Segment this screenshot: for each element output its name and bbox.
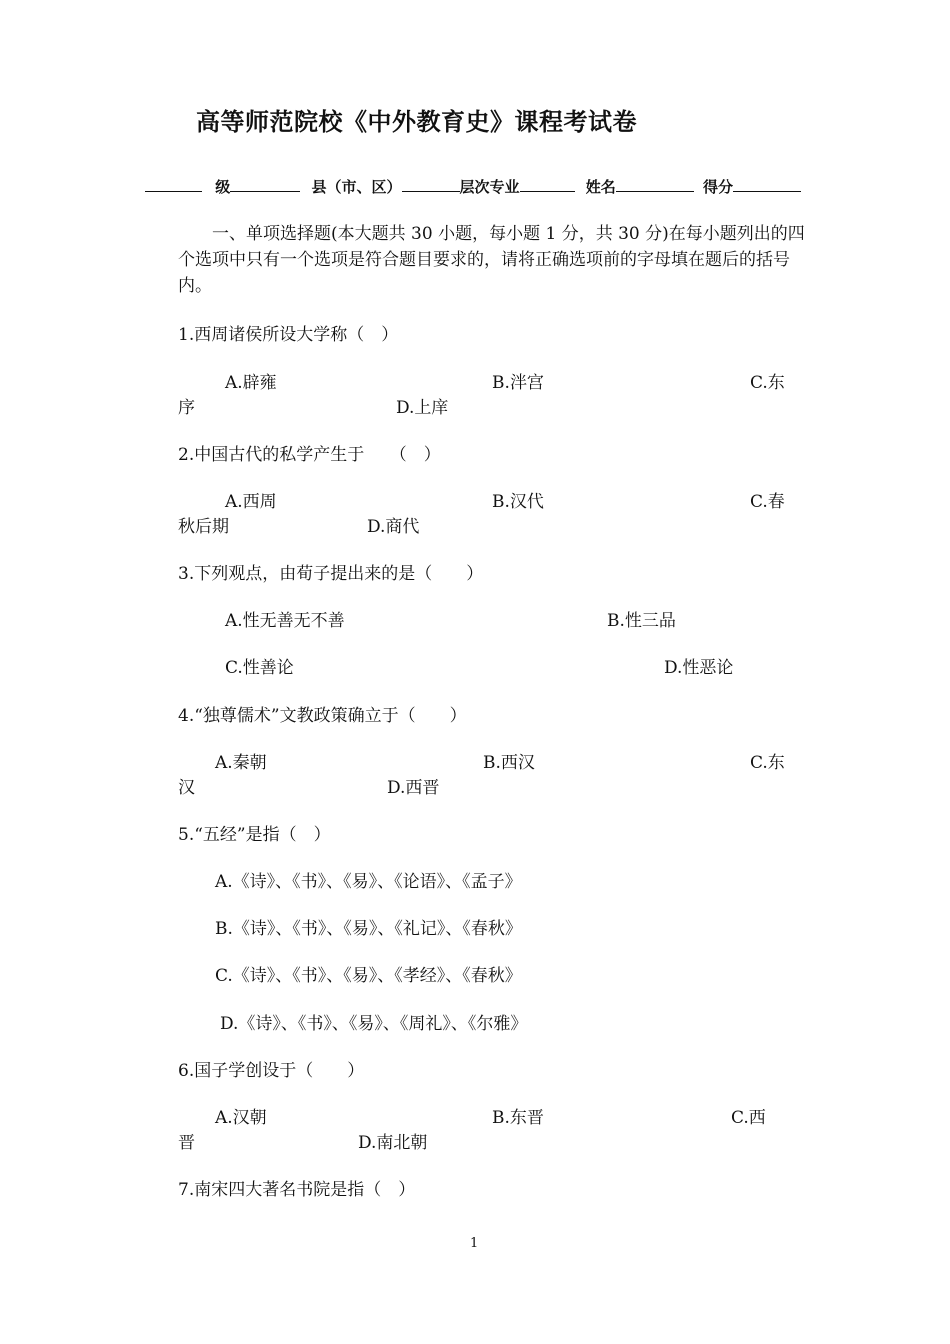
option-b: B.泮宫 [492, 373, 544, 393]
student-info-line [145, 176, 801, 197]
option-a: A.辟雍 [225, 373, 277, 393]
option-d: D.《诗》、《书》、《易》、《周礼》、《尔雅》 [220, 1014, 528, 1034]
option-c: C.东 [750, 373, 785, 393]
score-label: 得分 [703, 178, 734, 196]
option-c-wrap: 序 [178, 398, 195, 418]
option-c: C.性善论 [225, 658, 294, 678]
option-b: B.西汉 [483, 753, 535, 773]
option-a: A.秦朝 [215, 753, 267, 773]
level-major-label: 层次专业 [459, 178, 520, 196]
option-a: A.汉朝 [215, 1108, 267, 1128]
option-a: A.西周 [225, 492, 277, 512]
question-stem: 6.国子学创设于（ ） [178, 1061, 365, 1081]
question-stem: 4.“独尊儒术”文教政策确立于（ ） [178, 706, 467, 726]
county-blank[interactable] [230, 177, 300, 192]
score-blank[interactable] [733, 177, 801, 192]
page-number: 1 [470, 1236, 479, 1251]
option-c: C.东 [750, 753, 785, 773]
question-stem: 3.下列观点，由荀子提出来的是（ ） [178, 564, 484, 584]
option-b: B.汉代 [492, 492, 544, 512]
question-stem: 7.南宋四大著名书院是指（ ） [178, 1180, 416, 1200]
option-c: C.春 [750, 492, 785, 512]
exam-title: 高等师范院校《中外教育史》课程考试卷 [196, 108, 637, 136]
option-c-wrap: 晋 [178, 1133, 195, 1153]
option-a: A.《诗》、《书》、《易》、《论语》、《孟子》 [215, 872, 522, 892]
name-label: 姓名 [585, 178, 616, 196]
option-b: B.《诗》、《书》、《易》、《礼记》、《春秋》 [215, 919, 522, 939]
option-b: B.东晋 [492, 1108, 544, 1128]
option-b: B.性三品 [607, 611, 676, 631]
option-c-wrap: 汉 [178, 778, 195, 798]
section-intro-text: 一、单项选择题(本大题共 30 小题，每小题 1 分，共 30 分)在每小题列出的四个选项中只有一个选项是符合题目要求的，请将正确选项前的字母填在题后的括号内。 [178, 224, 805, 296]
option-a: A.性无善无不善 [225, 611, 345, 631]
question-stem: 5.“五经”是指（ ） [178, 825, 331, 845]
question-stem: 2.中国古代的私学产生于 （ ） [178, 445, 441, 465]
option-c: C.西 [731, 1108, 766, 1128]
county-label: 县（市、区） [311, 178, 402, 196]
major-blank[interactable] [520, 177, 575, 192]
level-blank[interactable] [402, 177, 460, 192]
option-d: D.性恶论 [664, 658, 734, 678]
grade-blank[interactable] [145, 177, 202, 192]
option-d: D.南北朝 [358, 1133, 428, 1153]
option-d: D.西晋 [387, 778, 440, 798]
name-blank[interactable] [616, 177, 694, 192]
grade-label: 级 [215, 178, 231, 196]
option-d: D.上庠 [396, 398, 449, 418]
section-intro [178, 221, 808, 299]
option-c: C.《诗》、《书》、《易》、《孝经》、《春秋》 [215, 966, 522, 986]
option-c-wrap: 秋后期 [178, 517, 229, 537]
question-stem: 1.西周诸侯所设大学称（ ） [178, 325, 399, 345]
option-d: D.商代 [367, 517, 420, 537]
